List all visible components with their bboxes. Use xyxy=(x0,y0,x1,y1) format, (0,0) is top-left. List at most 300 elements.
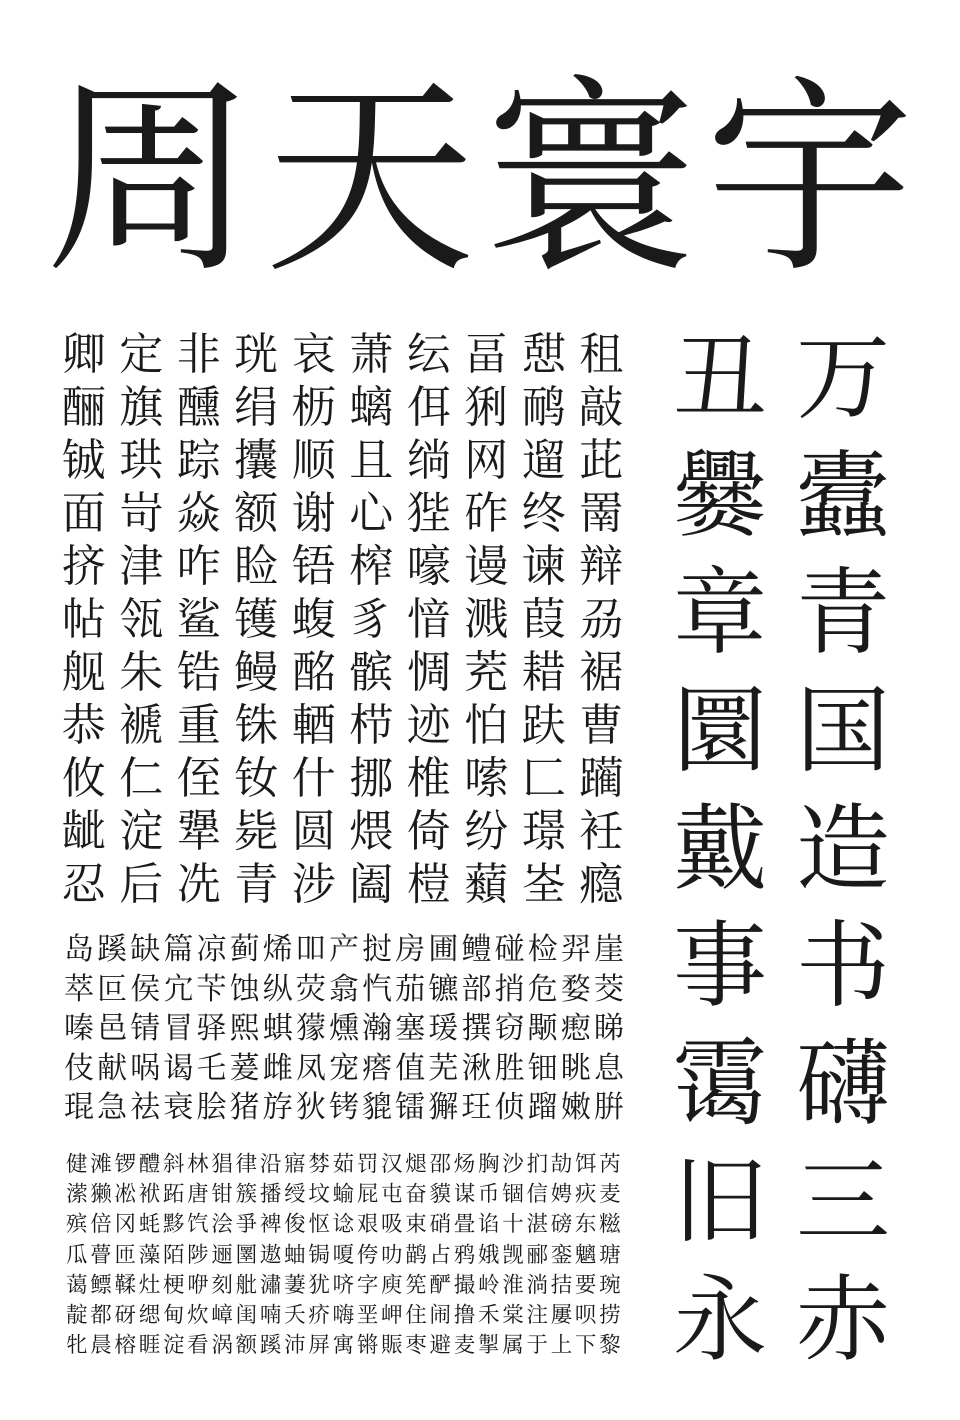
grid-character: 蝮 xyxy=(291,594,336,645)
sample-character: 值 xyxy=(395,1050,426,1086)
sample-character: 蹊 xyxy=(259,1333,282,1359)
grid-character: 岢 xyxy=(119,488,164,539)
sample-character: 糍 xyxy=(599,1212,621,1238)
sample-character: 坟 xyxy=(308,1182,330,1208)
sample-character: 庾 xyxy=(381,1272,403,1298)
sample-character: 瑭 xyxy=(599,1242,621,1268)
sample-character: 瓜 xyxy=(66,1242,88,1268)
sample-character: 湫 xyxy=(461,1050,492,1086)
sample-character: 娥 xyxy=(477,1242,500,1268)
sample-character: 獬 xyxy=(428,1090,459,1125)
sample-character: 瞢 xyxy=(90,1242,112,1268)
sample-character: 邑 xyxy=(97,1011,128,1046)
sample-character: 潚 xyxy=(259,1272,282,1298)
sample-character: 茹 xyxy=(332,1152,355,1177)
sample-character: 萲 xyxy=(229,1050,260,1086)
sample-character: 淀 xyxy=(162,1333,185,1359)
grid-character: 怕 xyxy=(464,700,509,751)
sample-character: 信 xyxy=(526,1182,548,1208)
small-sample-text xyxy=(66,1150,621,1360)
sample-character: 健 xyxy=(66,1152,88,1177)
grid-character: 攮 xyxy=(234,435,279,486)
sample-character: 产 xyxy=(329,932,359,967)
sample-character: 眺 xyxy=(560,1050,591,1086)
sample-character: 硝 xyxy=(429,1212,452,1238)
sample-character: 斿 xyxy=(262,1090,293,1125)
sample-character: 瘩 xyxy=(362,1050,393,1086)
sample-character: 蹓 xyxy=(527,1090,558,1125)
sample-character: 瑗 xyxy=(428,1011,459,1046)
large-character: 青 xyxy=(795,559,890,669)
sample-character: 瀚 xyxy=(362,1011,393,1046)
sample-character: 衰 xyxy=(163,1090,194,1125)
sample-character: 禾 xyxy=(477,1302,500,1328)
sample-character: 侉 xyxy=(356,1242,379,1268)
grid-character: 嚎 xyxy=(406,541,451,592)
medium-text-row xyxy=(64,1088,624,1128)
sample-character: 伎 xyxy=(64,1050,94,1086)
sample-character: 凤 xyxy=(295,1050,326,1086)
sample-character: 下 xyxy=(574,1333,597,1359)
sample-character: 娉 xyxy=(550,1182,573,1208)
grid-character: 卿 xyxy=(61,329,106,380)
sample-character: 检 xyxy=(527,932,558,967)
grid-character: 龇 xyxy=(61,806,106,857)
grid-character: 冼 xyxy=(176,859,221,910)
sample-character: 袱 xyxy=(138,1182,161,1208)
grid-character: 睑 xyxy=(234,541,279,592)
grid-character: 葭 xyxy=(521,594,566,645)
sample-character: 鞣 xyxy=(114,1272,136,1298)
grid-character: 谏 xyxy=(521,541,566,592)
sample-character: 劼 xyxy=(550,1152,573,1177)
grid-character: 畐 xyxy=(464,329,509,380)
small-text-row xyxy=(66,1210,621,1240)
large-character: 书 xyxy=(795,912,890,1022)
grid-character: 醺 xyxy=(176,382,221,433)
sample-character: 崖 xyxy=(594,932,624,967)
grid-character: 輏 xyxy=(291,700,336,751)
sample-character: 闺 xyxy=(235,1302,258,1328)
sample-character: 陟 xyxy=(187,1242,209,1268)
grid-character: 溅 xyxy=(464,594,509,645)
grid-character: 鳗 xyxy=(234,647,279,698)
sample-character: 扪 xyxy=(526,1152,548,1177)
sample-character: 鹋 xyxy=(405,1242,427,1268)
grid-character: 瓴 xyxy=(119,594,164,645)
sample-character: 缌 xyxy=(138,1302,161,1328)
large-character: 丑 xyxy=(672,324,767,433)
sample-character: 看 xyxy=(187,1333,209,1359)
grid-character: 佴 xyxy=(406,382,451,433)
sample-character: 岛 xyxy=(64,932,94,967)
grid-character: 锆 xyxy=(176,647,221,698)
sample-character: 晨 xyxy=(90,1333,112,1359)
sample-character: 嗪 xyxy=(64,1011,94,1046)
sample-character: 嗄 xyxy=(332,1242,355,1268)
grid-character: 谢 xyxy=(291,488,336,539)
grid-character: 曹 xyxy=(579,700,624,751)
sample-character: 林 xyxy=(187,1152,209,1177)
grid-character: 哀 xyxy=(291,329,336,380)
sample-character: 唐 xyxy=(187,1182,209,1208)
sample-character: 枣 xyxy=(405,1333,427,1359)
sample-character: 捞 xyxy=(599,1302,621,1328)
grid-character: 侄 xyxy=(176,753,221,804)
sample-character: 猖 xyxy=(211,1152,233,1177)
grid-character: 嗦 xyxy=(464,753,509,804)
grid-character: 愔 xyxy=(406,594,451,645)
sample-character: 獴 xyxy=(295,1011,326,1046)
sample-character: 鸦 xyxy=(453,1242,476,1268)
sample-character: 匝 xyxy=(114,1242,136,1268)
sample-character: 圛 xyxy=(235,1242,258,1268)
sample-character: 绶 xyxy=(284,1182,306,1208)
grid-character: 网 xyxy=(464,435,509,486)
grid-character: 耤 xyxy=(521,647,566,698)
grid-character: 非 xyxy=(176,329,221,380)
sample-character: 夭 xyxy=(284,1302,306,1328)
sample-character: 蚝 xyxy=(138,1212,161,1238)
sample-character: 猪 xyxy=(229,1090,260,1125)
grid-character: 绱 xyxy=(406,435,451,486)
sample-character: 十 xyxy=(502,1212,524,1238)
sample-character: 斜 xyxy=(162,1152,185,1177)
grid-character: 后 xyxy=(119,859,164,910)
sample-character: 舭 xyxy=(235,1272,258,1298)
grid-character: 珖 xyxy=(234,329,279,380)
sample-character: 睇 xyxy=(594,1011,624,1046)
small-text-row xyxy=(66,1180,621,1210)
grid-character: 趺 xyxy=(521,700,566,751)
grid-character: 榨 xyxy=(349,541,394,592)
grid-character: 面 xyxy=(61,488,106,539)
sample-character: 锵 xyxy=(356,1333,379,1359)
sample-character: 镭 xyxy=(395,1090,426,1125)
sample-character: 玨 xyxy=(461,1090,492,1125)
sample-character: 苄 xyxy=(196,971,227,1007)
grid-character: 遛 xyxy=(521,435,566,486)
sample-character: 疢 xyxy=(574,1182,597,1208)
sample-character: 甸 xyxy=(162,1302,185,1328)
sample-character: 胜 xyxy=(494,1050,525,1086)
sample-character: 饵 xyxy=(574,1152,597,1177)
sample-character: 献 xyxy=(97,1050,128,1086)
sample-character: 蔼 xyxy=(66,1272,88,1298)
grid-character: 挪 xyxy=(349,753,394,804)
sample-character: 钿 xyxy=(527,1050,558,1086)
sample-character: 蹊 xyxy=(97,932,128,967)
sample-character: 砑 xyxy=(114,1302,136,1328)
grid-character: 顺 xyxy=(291,435,336,486)
grid-character: 心 xyxy=(349,488,394,539)
sample-character: 圃 xyxy=(428,932,459,967)
sample-character: 屁 xyxy=(356,1182,379,1208)
grid-character: 旗 xyxy=(119,382,164,433)
grid-character: 萧 xyxy=(349,329,394,380)
sample-character: 灶 xyxy=(138,1272,161,1298)
large-character: 事 xyxy=(672,912,767,1022)
large-character-column-right xyxy=(783,320,903,1380)
sample-character: 牝 xyxy=(66,1333,88,1359)
sample-character: 沛 xyxy=(284,1333,306,1359)
sample-character: 屯 xyxy=(381,1182,403,1208)
sample-character: 谂 xyxy=(332,1212,355,1238)
sample-character: 祛 xyxy=(130,1090,161,1125)
sample-character: 萃 xyxy=(64,971,94,1007)
sample-character: 荧 xyxy=(295,971,326,1007)
large-character: 章 xyxy=(672,559,767,669)
sample-character: 滩 xyxy=(90,1152,112,1177)
grid-character: 额 xyxy=(234,488,279,539)
grid-character: 茺 xyxy=(464,647,509,698)
sample-character: 郦 xyxy=(526,1242,548,1268)
grid-character: 罱 xyxy=(579,488,624,539)
sample-character: 闹 xyxy=(429,1302,452,1328)
grid-character: 铢 xyxy=(234,700,279,751)
grid-character: 鲨 xyxy=(176,594,221,645)
sample-character: 吅 xyxy=(295,932,326,967)
grid-character: 枥 xyxy=(291,382,336,433)
medium-sample-text xyxy=(64,930,624,1130)
sample-character: 铐 xyxy=(329,1090,359,1125)
title-character: 天 xyxy=(264,57,475,302)
small-text-row xyxy=(66,1301,621,1331)
sample-character: 岬 xyxy=(381,1302,403,1328)
sample-character: 陌 xyxy=(162,1242,185,1268)
sample-character: 于 xyxy=(526,1333,548,1359)
sample-character: 凉 xyxy=(196,932,227,967)
sample-character: 蓟 xyxy=(229,932,260,967)
grid-character: 恭 xyxy=(61,700,106,751)
sample-character: 侦 xyxy=(494,1090,525,1125)
sample-character: 磅 xyxy=(550,1212,573,1238)
sample-character: 蚰 xyxy=(284,1242,306,1268)
sample-character: 跖 xyxy=(162,1182,185,1208)
sample-character: 急 xyxy=(97,1090,128,1125)
sample-character: 浍 xyxy=(211,1212,233,1238)
sample-character: 束 xyxy=(405,1212,427,1238)
sample-character: 炊 xyxy=(187,1302,209,1328)
sample-character: 谒 xyxy=(163,1050,194,1086)
sample-character: 掣 xyxy=(477,1333,500,1359)
grid-character: 螭 xyxy=(349,382,394,433)
grid-character: 终 xyxy=(521,488,566,539)
grid-character: 挤 xyxy=(61,541,106,592)
grid-character: 淀 xyxy=(119,806,164,857)
title-character: 周 xyxy=(44,57,255,302)
sample-character: 字 xyxy=(356,1272,379,1298)
sample-character: 屢 xyxy=(550,1302,573,1328)
grid-character: 毙 xyxy=(234,806,279,857)
sample-character: 住 xyxy=(405,1302,427,1328)
grid-character: 重 xyxy=(176,700,221,751)
sample-character: 嫩 xyxy=(560,1090,591,1125)
sample-character: 酽 xyxy=(429,1272,452,1298)
sample-character: 碰 xyxy=(494,932,525,967)
sample-character: 邵 xyxy=(429,1152,452,1177)
sample-character: 燻 xyxy=(329,1011,359,1046)
sample-character: 部 xyxy=(461,971,492,1007)
grid-character: 帖 xyxy=(61,594,106,645)
large-character: 礴 xyxy=(795,1030,890,1140)
grid-character: 榿 xyxy=(406,859,451,910)
sample-character: 腁 xyxy=(594,1090,624,1125)
grid-character: 犟 xyxy=(176,806,221,857)
grid-character: 璟 xyxy=(521,806,566,857)
character-grid xyxy=(55,328,630,911)
sample-character: 殡 xyxy=(66,1212,88,1238)
sample-character: 怄 xyxy=(308,1212,330,1238)
sample-character: 岭 xyxy=(477,1272,500,1298)
sample-character: 捎 xyxy=(494,971,525,1007)
sample-character: 拮 xyxy=(550,1272,573,1298)
sample-character: 避 xyxy=(429,1333,452,1359)
grid-character: 镬 xyxy=(234,594,279,645)
grid-character: 涉 xyxy=(291,859,336,910)
sample-character: 羿 xyxy=(560,932,591,967)
large-character: 旧 xyxy=(672,1147,767,1257)
grid-character: 且 xyxy=(349,435,394,486)
grid-character: 舰 xyxy=(61,647,106,698)
large-character: 赤 xyxy=(795,1265,890,1375)
grid-character: 钕 xyxy=(234,753,279,804)
grid-character: 匚 xyxy=(521,753,566,804)
title-character: 宇 xyxy=(704,57,915,302)
sample-character: 黟 xyxy=(162,1212,185,1238)
sample-character: 要 xyxy=(574,1272,597,1298)
large-character: 造 xyxy=(795,794,890,904)
sample-character: 榕 xyxy=(114,1333,136,1359)
large-character: 三 xyxy=(795,1147,890,1257)
sample-character: 潆 xyxy=(66,1182,88,1208)
grid-character: 砟 xyxy=(464,488,509,539)
small-text-row xyxy=(66,1150,621,1180)
small-text-row xyxy=(66,1271,621,1301)
sample-character: 注 xyxy=(526,1302,548,1328)
sample-character: 窃 xyxy=(494,1011,525,1046)
sample-character: 琨 xyxy=(64,1090,94,1125)
medium-text-row xyxy=(64,1009,624,1049)
sample-character: 叻 xyxy=(381,1242,403,1268)
sample-character: 嗨 xyxy=(332,1302,355,1328)
large-character: 圜 xyxy=(672,677,767,787)
sample-character: 蜞 xyxy=(262,1011,293,1046)
sample-character: 息 xyxy=(594,1050,624,1086)
sample-character: 黎 xyxy=(599,1333,621,1359)
large-character: 霭 xyxy=(672,1030,767,1140)
sample-character: 遨 xyxy=(259,1242,282,1268)
sample-character: 币 xyxy=(477,1182,500,1208)
sample-character: 賑 xyxy=(381,1333,403,1359)
grid-character: 绢 xyxy=(234,382,279,433)
sample-character: 脍 xyxy=(196,1090,227,1125)
grid-character: 焱 xyxy=(176,488,221,539)
grid-character: 津 xyxy=(119,541,164,592)
sample-character: 萋 xyxy=(284,1272,306,1298)
sample-character: 觊 xyxy=(502,1242,524,1268)
grid-character: 谩 xyxy=(464,541,509,592)
sample-character: 畳 xyxy=(453,1212,476,1238)
sample-character: 蚀 xyxy=(229,971,260,1007)
sample-character: 狄 xyxy=(295,1090,326,1125)
sample-character: 艰 xyxy=(356,1212,379,1238)
grid-character: 青 xyxy=(234,859,279,910)
sample-character: 婺 xyxy=(560,971,591,1007)
sample-character: 撮 xyxy=(453,1272,476,1298)
sample-character: 撰 xyxy=(461,1011,492,1046)
sample-character: 汉 xyxy=(381,1152,403,1177)
sample-character: 貔 xyxy=(362,1090,393,1125)
small-text-row xyxy=(66,1241,621,1271)
sample-character: 睚 xyxy=(138,1333,161,1359)
large-character: 永 xyxy=(672,1265,767,1375)
sample-character: 藻 xyxy=(138,1242,161,1268)
grid-character: 纭 xyxy=(406,329,451,380)
sample-character: 篇 xyxy=(163,932,194,967)
grid-character: 峑 xyxy=(521,859,566,910)
sample-character: 缺 xyxy=(130,932,161,967)
sample-character: 咿 xyxy=(187,1272,209,1298)
sample-character: 宂 xyxy=(163,971,194,1007)
grid-character: 辩 xyxy=(579,541,624,592)
sample-character: 疥 xyxy=(308,1302,330,1328)
grid-character: 忍 xyxy=(61,859,106,910)
sample-character: 寤 xyxy=(284,1152,306,1177)
sample-character: 冒 xyxy=(163,1011,194,1046)
sample-character: 梗 xyxy=(162,1272,185,1298)
sample-character: 凇 xyxy=(114,1182,136,1208)
large-character-column-left xyxy=(660,320,780,1380)
grid-character: 定 xyxy=(119,329,164,380)
grid-character: 裾 xyxy=(579,647,624,698)
grid-character: 煨 xyxy=(349,806,394,857)
sample-character: 嶂 xyxy=(211,1302,233,1328)
sample-character: 麦 xyxy=(453,1333,476,1359)
sample-character: 侯 xyxy=(130,971,161,1007)
sample-character: 裨 xyxy=(259,1212,282,1238)
grid-character: 蘱 xyxy=(464,859,509,910)
sample-character: 胸 xyxy=(477,1152,500,1177)
sample-character: 倍 xyxy=(90,1212,112,1238)
grid-character: 敲 xyxy=(579,382,624,433)
large-character: 戴 xyxy=(672,794,767,904)
sample-character: 房 xyxy=(395,932,426,967)
medium-text-row xyxy=(64,970,624,1010)
grid-character: 倚 xyxy=(406,806,451,857)
grid-character: 咋 xyxy=(176,541,221,592)
sample-character: 沙 xyxy=(502,1152,524,1177)
large-character: 爨 xyxy=(672,441,767,551)
large-character: 蠹 xyxy=(795,441,890,551)
sample-character: 芮 xyxy=(599,1152,621,1177)
grid-character: 阖 xyxy=(349,859,394,910)
sample-character: 獭 xyxy=(90,1182,112,1208)
title-character: 寰 xyxy=(484,57,695,302)
sample-character: 魑 xyxy=(574,1242,597,1268)
grid-character: 铖 xyxy=(61,435,106,486)
medium-text-row xyxy=(64,930,624,970)
sample-character: 寓 xyxy=(332,1333,355,1359)
sample-character: 淮 xyxy=(502,1272,524,1298)
grid-character: 租 xyxy=(579,329,624,380)
grid-character: 铻 xyxy=(291,541,336,592)
grid-character: 茈 xyxy=(579,435,624,486)
grid-character: 珙 xyxy=(119,435,164,486)
font-name-title xyxy=(40,57,920,302)
sample-character: 冈 xyxy=(114,1212,136,1238)
grid-character: 栉 xyxy=(349,700,394,751)
